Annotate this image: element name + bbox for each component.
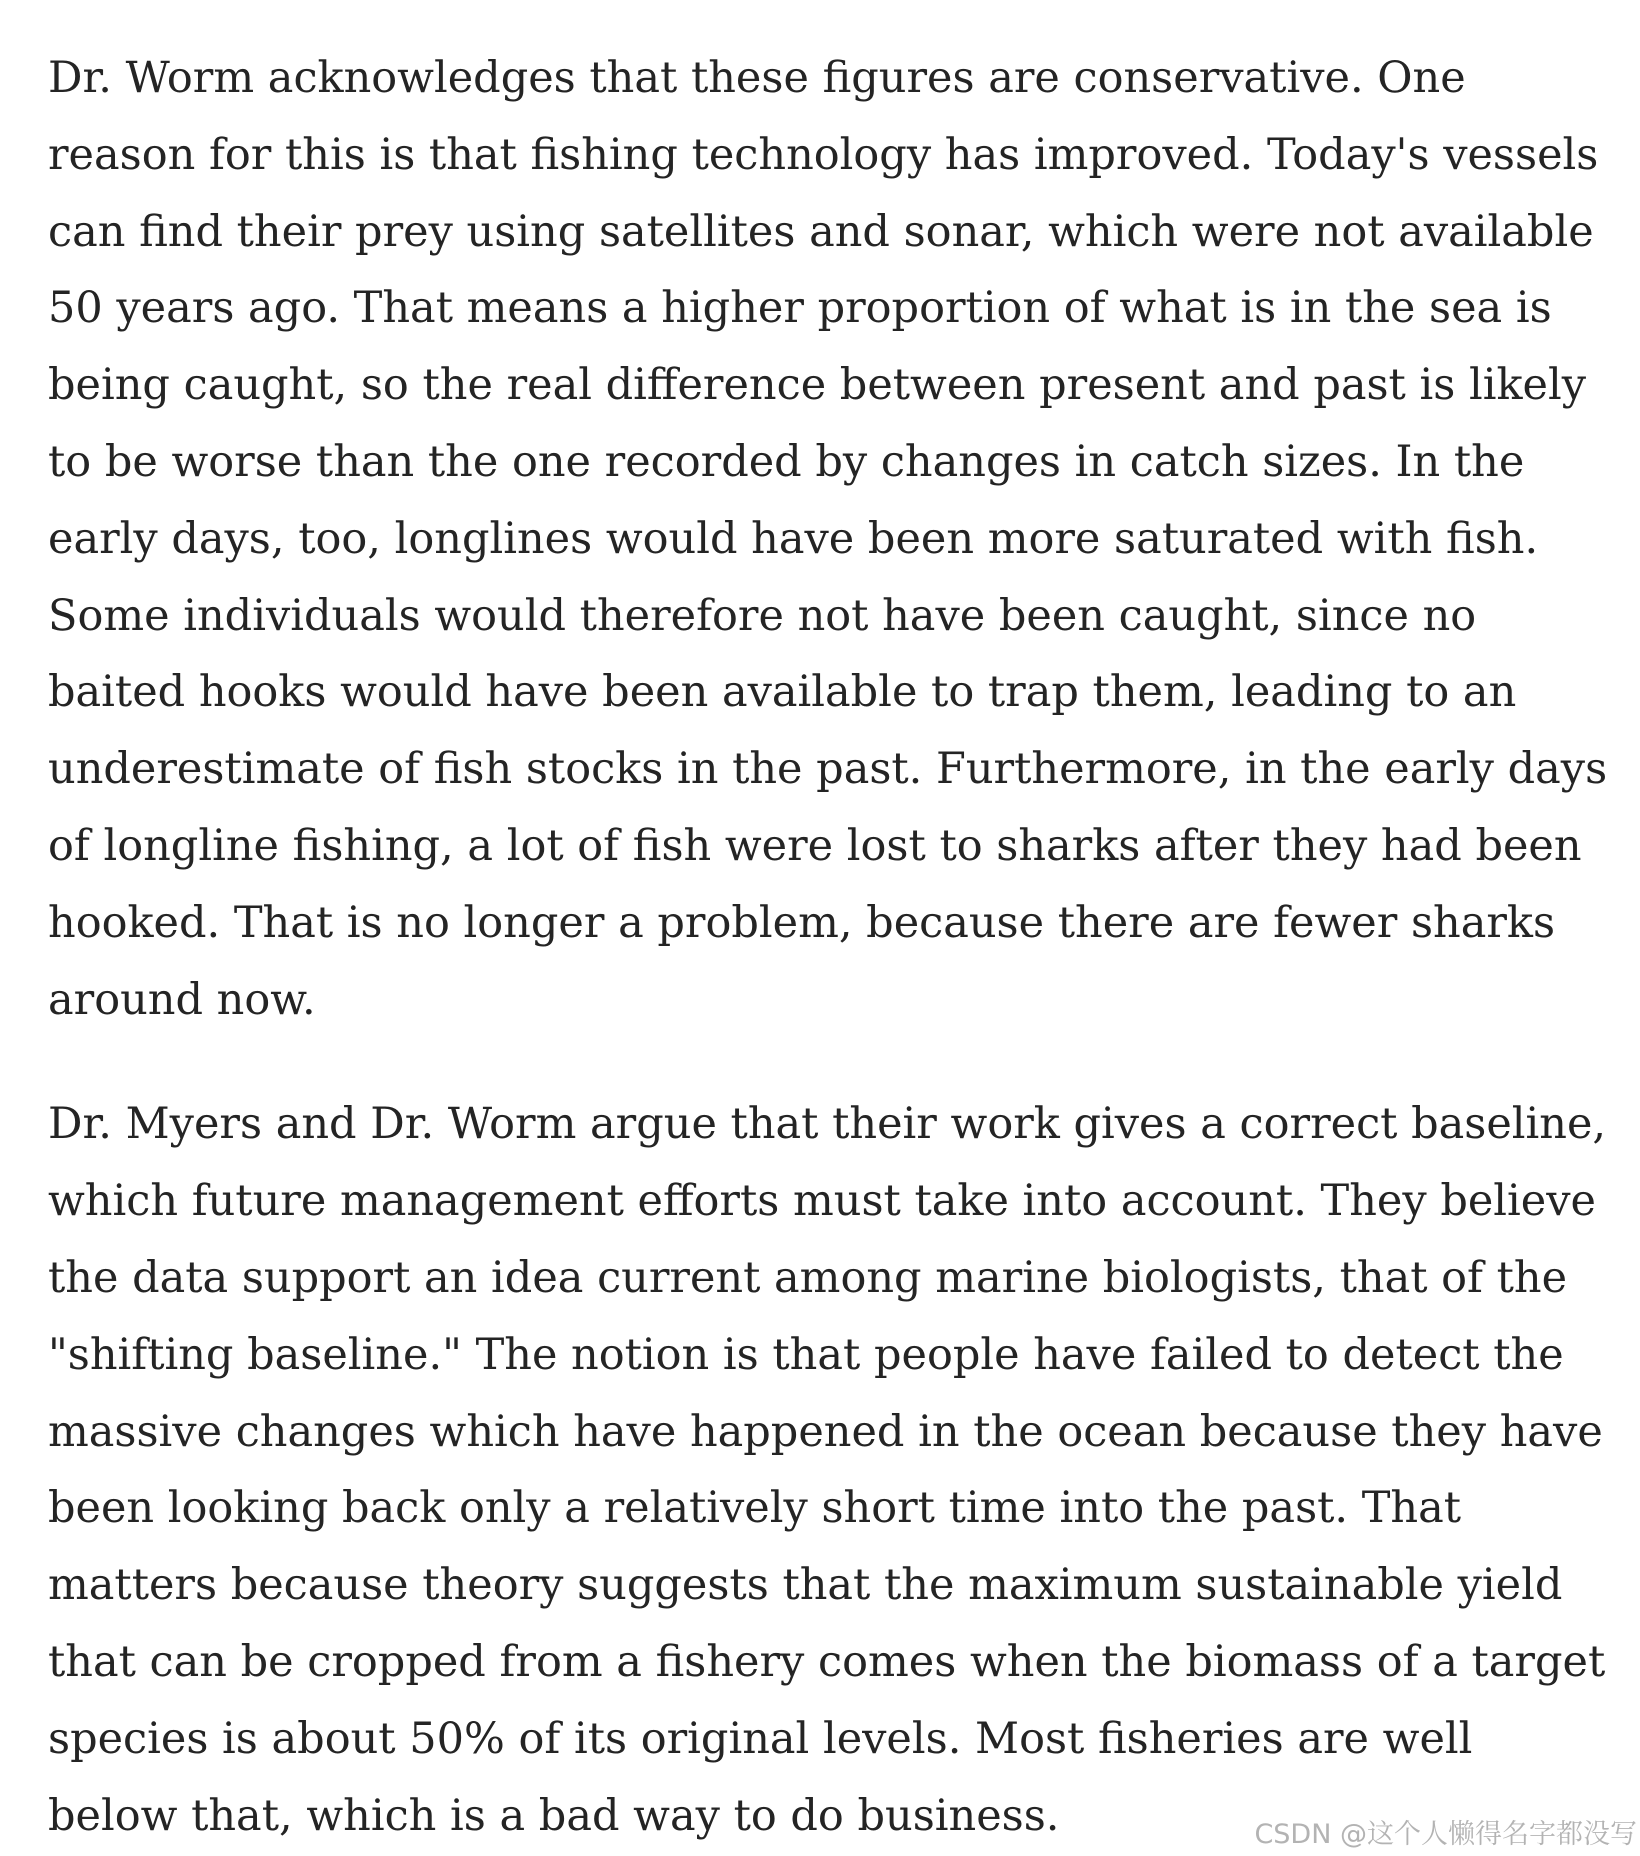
paragraph-1: Dr. Worm acknowledges that these figures are conservative. One reason for this is that fishing technology has improved. Today's vessels can find their prey using satellites and sonar, which were not available 50 years ago. That means a higher proportion of what is in the sea is being caught, so the real difference between present and past is likely to be worse than the one recorded by changes in catch sizes. In the early days, too, longlines would have been more saturated with fish. Some individuals would therefore not have been caught, since no baited hooks would have been available to trap them, leading to an underestimate of fish stocks in the past. Furthermore, in the early days of longline fishing, a lot of fish were lost to sharks after they had been hooked. That is no longer a problem, because there are fewer sharks around now. <box>48 53 1608 1025</box>
csdn-watermark: CSDN @这个人懒得名字都没写 <box>1254 1819 1637 1850</box>
paragraph-2: Dr. Myers and Dr. Worm argue that their work gives a correct baseline, which future management efforts must take into account. They believe the data support an idea current among marine biologists, that of the "shifting baseline." The notion is that people have failed to detect the massive changes which have happened in the ocean because they have been looking back only a relatively short time into the past. That matters because theory suggests that the maximum sustainable yield that can be cropped from a fishery comes when the biomass of a target species is about 50% of its original levels. Most fisheries are well below that, which is a bad way to do business. <box>48 1099 1607 1841</box>
article-body <box>48 40 1608 1854</box>
